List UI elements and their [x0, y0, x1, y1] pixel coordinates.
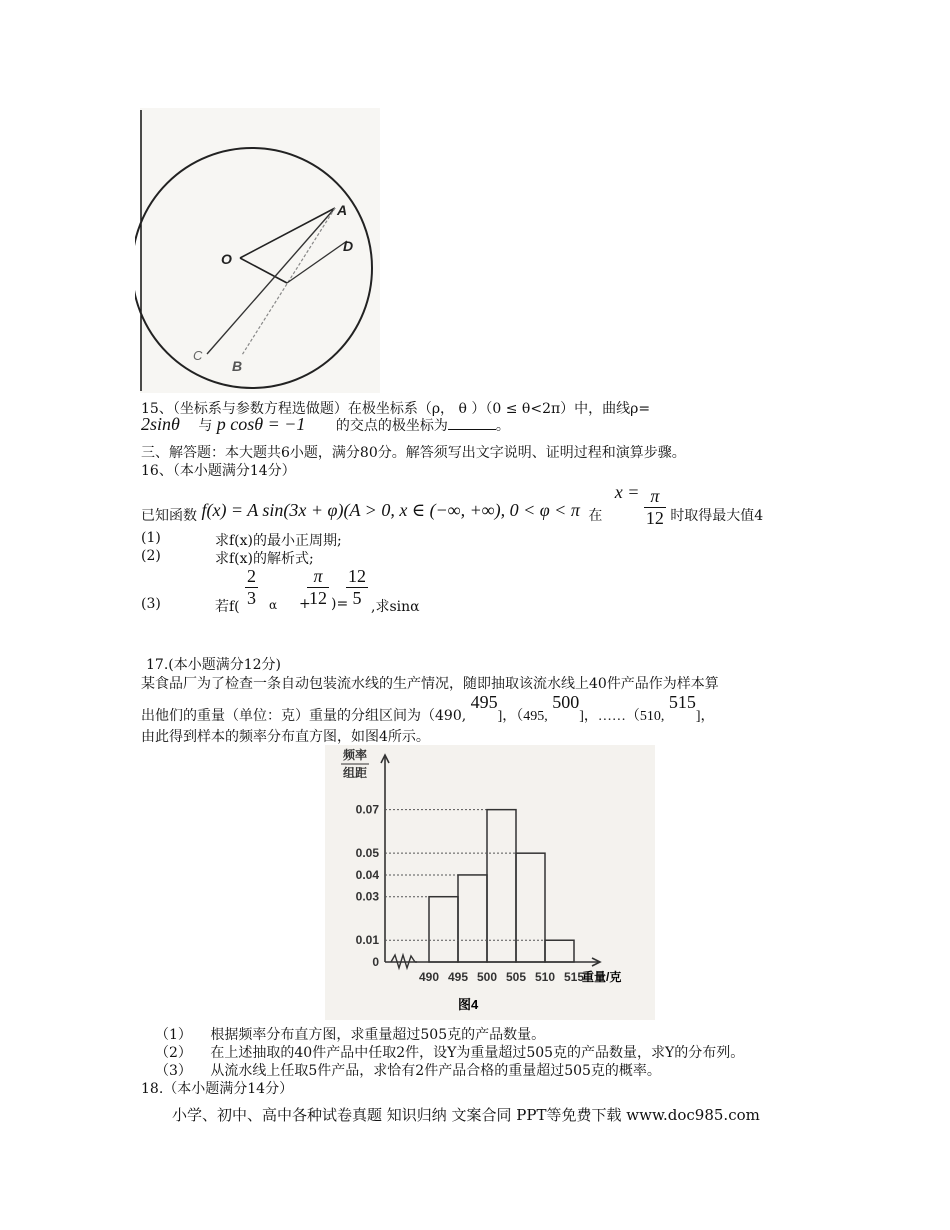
circle-figure: [135, 108, 385, 397]
y-label-bottom: 组距: [343, 766, 368, 780]
q15-end: 。: [495, 418, 510, 434]
y-tick-label: 0.04: [355, 867, 379, 882]
x-tick-label: 495: [447, 970, 469, 984]
q17-line2-f: 515: [668, 692, 696, 712]
circle-diagram: [135, 108, 385, 393]
label-C: C: [193, 348, 203, 363]
q15-line2: [141, 414, 510, 435]
q18-title: 18.（本小题满分14分）: [141, 1081, 294, 1097]
histogram-figure: [325, 745, 655, 1024]
q16-item2-text: 求f(x)的解析式;: [215, 551, 314, 567]
q17-line1: 某食品厂为了检查一条自动包装流水线的生产情况，随即抽取该流水线上40件产品作为样本算: [141, 676, 719, 692]
q17-question-2: [155, 1042, 744, 1062]
q16-item1: [141, 530, 342, 549]
q16-item1-num: (1): [141, 530, 161, 546]
q16-max: 时取得最大值4: [670, 508, 764, 524]
q17-question-3-text: 从流水线上任取5件产品，求恰有2件产品合格的重量超过505克的概率。: [210, 1063, 661, 1079]
q17-question-1-num: （1）: [155, 1027, 192, 1043]
x-axis-label: 重量/克: [582, 970, 622, 984]
q17-title: 17.(本小题满分12分): [146, 657, 282, 673]
q16-item2: [141, 548, 314, 567]
q16-x-num: π: [644, 486, 666, 508]
q17-line2-c: ]，（495,: [497, 709, 548, 724]
x-tick-label: 490: [418, 970, 440, 984]
q16-item3-alpha: α: [269, 598, 278, 612]
q16-function-line: [141, 482, 763, 529]
y-label-top: 频率: [343, 748, 368, 762]
q15-curve2: p cosθ = −1: [216, 414, 306, 434]
q16-x-eq: x =: [614, 482, 640, 502]
q17-line2-d: 500: [552, 692, 580, 712]
label-O: O: [221, 251, 232, 267]
q16-item3-eq: )=: [331, 596, 349, 612]
q16-item3-frac1: [245, 566, 258, 609]
q17-question-3-num: （3）: [155, 1063, 192, 1079]
q17-question-3: [155, 1060, 661, 1080]
q16-item3-num: (3): [141, 596, 161, 612]
q16-item3-plus: +: [299, 596, 311, 612]
q16-item3-post: ,求sinα: [371, 599, 420, 615]
chart-title: 图4: [458, 997, 479, 1012]
x-tick-label: 500: [476, 970, 498, 984]
q17-line2-g: ]，: [695, 709, 715, 724]
y-tick-label: 0: [372, 955, 379, 969]
q16-item3-frac3: [346, 566, 368, 609]
q17-line2: [141, 692, 715, 725]
y-tick-label: 0.03: [355, 889, 379, 904]
q15-line1: 15、（坐标系与参数方程选做题）在极坐标系（ρ， θ ）（0 ≤ θ<2π）中，曲线ρ=: [141, 401, 651, 417]
q17-question-1-text: 根据频率分布直方图，求重量超过505克的产品数量。: [210, 1027, 546, 1043]
y-tick-label: 0.05: [355, 846, 379, 861]
q16-item3-frac3-num: 12: [348, 566, 366, 586]
y-tick-label: 0.01: [355, 933, 379, 948]
label-D: D: [343, 238, 354, 254]
q16-item1-text: 求f(x)的最小正周期;: [215, 533, 342, 549]
q15-curve1: 2sinθ: [141, 414, 180, 434]
page-footer: 小学、初中、高中各种试卷真题 知识归纳 文案合同 PPT等免费下载 www.doc985.com: [172, 1106, 760, 1124]
q16-item3-frac3-den: 5: [352, 588, 362, 608]
q16-item3-frac1-den: 3: [247, 588, 256, 608]
histogram-chart: [325, 745, 655, 1020]
q16-title: 16、（本小题满分14分）: [141, 463, 296, 479]
q15-tail: 的交点的极坐标为: [335, 418, 448, 434]
q16-at: 在: [588, 508, 603, 524]
section3-heading: 三、解答题：本大题共6小题，满分80分。解答须写出文字说明、证明过程和演算步骤。: [141, 445, 686, 461]
q16-item3-pre: 若f(: [215, 599, 240, 615]
label-A: A: [337, 202, 348, 218]
q17-question-2-num: （2）: [155, 1045, 192, 1061]
x-tick-label: 515: [563, 970, 585, 984]
q17-line2-a: 出他们的重量（单位：克）重量的分组区间为（490,: [141, 708, 467, 724]
q17-line2-b: 495: [470, 692, 498, 712]
q16-item3: [141, 566, 561, 616]
q15-answer-blank: [448, 417, 496, 430]
q16-item3-frac1-num: 2: [247, 566, 256, 586]
q17-question-2-text: 在上述抽取的40件产品中任取2件，设Y为重量超过505克的产品数量，求Y的分布列。: [210, 1045, 745, 1061]
x-tick-label: 510: [534, 970, 556, 984]
q16-item2-num: (2): [141, 548, 161, 564]
q16-intro: 已知函数: [141, 508, 197, 524]
q16-x-den: 12: [645, 508, 664, 528]
q16-item3-frac2: [307, 566, 329, 609]
q17-line2-e: ]，……（510,: [579, 709, 665, 724]
q16-item3-frac2-num: π: [307, 566, 329, 588]
y-tick-label: 0.07: [355, 802, 379, 817]
label-B: B: [232, 358, 243, 374]
q17-line3: 由此得到样本的频率分布直方图，如图4所示。: [141, 729, 430, 745]
q15-connector: 与: [198, 418, 213, 434]
x-tick-label: 505: [505, 970, 527, 984]
q16-item3-frac2-den: 12: [309, 588, 327, 608]
q16-x-fraction: [644, 486, 666, 529]
q16-function: f(x) = A sin(3x + φ)(A > 0, x ∈ (−∞, +∞), 0 < φ < π: [201, 500, 580, 520]
q17-question-1: [155, 1024, 545, 1044]
